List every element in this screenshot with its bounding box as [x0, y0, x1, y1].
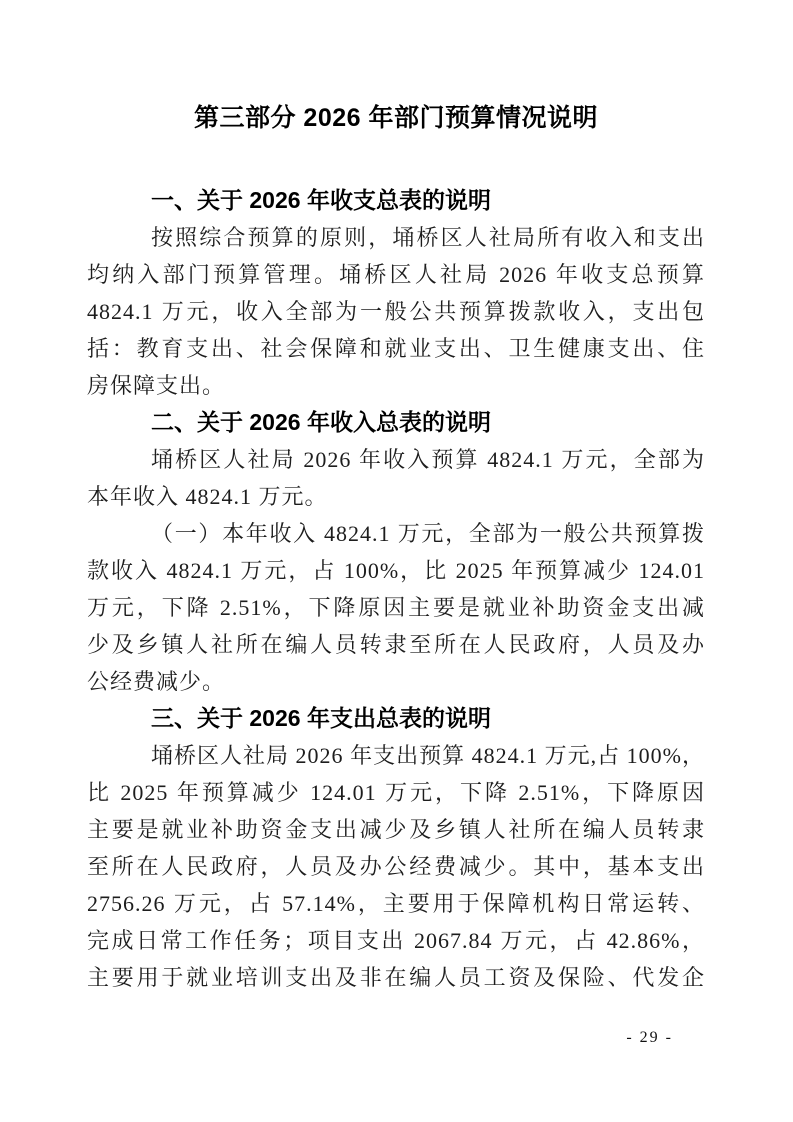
- section-heading: 三、关于 2026 年支出总表的说明: [151, 705, 491, 731]
- paragraph-line: 4824.1 万元，收入全部为一般公共预算拨款收入，支出包: [87, 299, 705, 324]
- paragraph-line: 款收入 4824.1 万元，占 100%，比 2025 年预算减少 124.01: [87, 558, 705, 583]
- paragraph-line: 房保障支出。: [87, 373, 226, 398]
- paragraph-line: 公经费减少。: [87, 669, 226, 694]
- paragraph-line: 本年收入 4824.1 万元。: [87, 484, 328, 509]
- paragraph-line: 括：教育支出、社会保障和就业支出、卫生健康支出、住: [87, 336, 705, 361]
- paragraph-line: 埇桥区人社局 2026 年收入预算 4824.1 万元，全部为: [151, 447, 705, 472]
- paragraph-line: 2756.26 万元，占 57.14%，主要用于保障机构日常运转、: [87, 891, 705, 916]
- paragraph-line: 少及乡镇人社所在编人员转隶至所在人民政府，人员及办: [87, 632, 705, 657]
- paragraph-line: 埇桥区人社局 2026 年支出预算 4824.1 万元,占 100%，: [151, 743, 705, 768]
- page-title: 第三部分 2026 年部门预算情况说明: [193, 104, 598, 132]
- paragraph-line: 均纳入部门预算管理。埇桥区人社局 2026 年收支总预算: [87, 262, 705, 287]
- paragraph-line: 万元，下降 2.51%，下降原因主要是就业补助资金支出减: [87, 595, 705, 620]
- paragraph-line: 主要是就业补助资金支出减少及乡镇人社所在编人员转隶: [87, 817, 705, 842]
- paragraph-line: 主要用于就业培训支出及非在编人员工资及保险、代发企: [87, 965, 705, 990]
- section-heading: 二、关于 2026 年收入总表的说明: [151, 409, 491, 435]
- section-heading: 一、关于 2026 年收支总表的说明: [151, 187, 491, 213]
- paragraph-line: 按照综合预算的原则，埇桥区人社局所有收入和支出: [151, 225, 705, 250]
- paragraph-line: （一）本年收入 4824.1 万元，全部为一般公共预算拨: [151, 521, 705, 546]
- page-content: [87, 100, 705, 996]
- paragraph-line: 比 2025 年预算减少 124.01 万元，下降 2.51%，下降原因: [87, 780, 705, 805]
- paragraph-line: 至所在人民政府，人员及办公经费减少。其中，基本支出: [87, 854, 705, 879]
- page-number: - 29 -: [626, 1029, 673, 1046]
- doc-body: [87, 182, 705, 996]
- paragraph-line: 完成日常工作任务；项目支出 2067.84 万元，占 42.86%，: [87, 928, 705, 953]
